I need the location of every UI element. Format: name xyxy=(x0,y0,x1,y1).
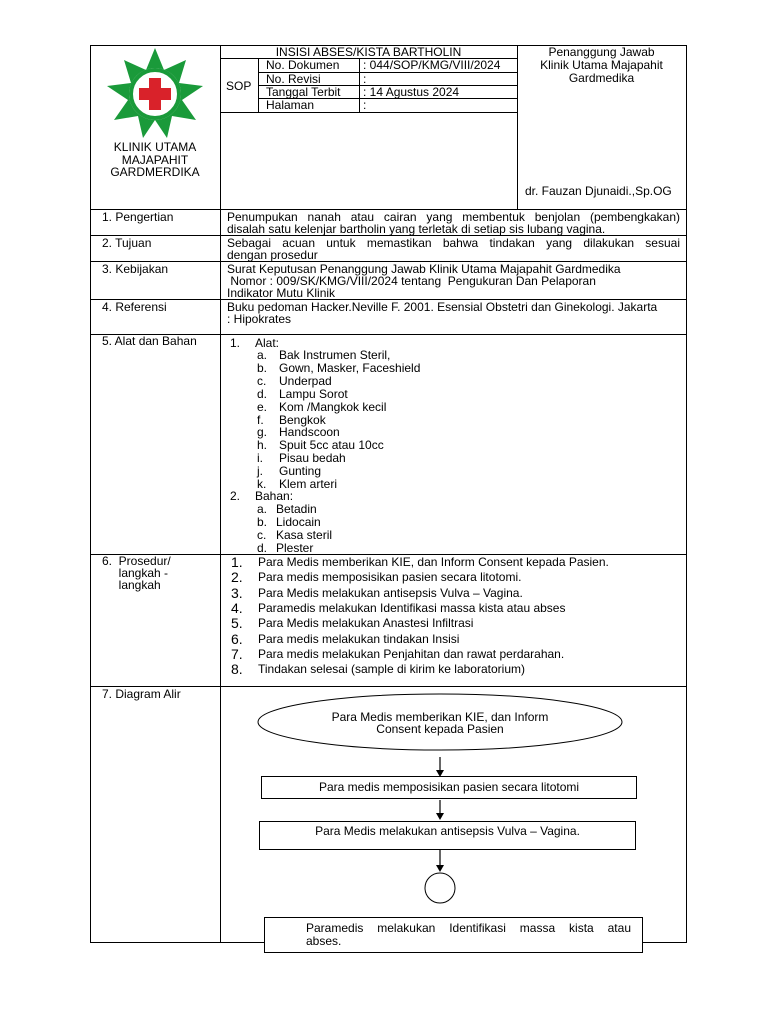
bahan-item-marker: b. xyxy=(257,514,268,529)
header-label-page: Halaman xyxy=(266,98,315,112)
procedure-step-text: Paramedis melakukan Identifikasi massa kista atau abses xyxy=(258,600,566,615)
label-prosedur-line-3: langkah xyxy=(102,578,161,592)
alat-item-text: Gown, Masker, Faceshield xyxy=(279,360,421,375)
alat-item-text: Lampu Sorot xyxy=(279,386,348,401)
procedure-step-text: Para Medis memberikan KIE, dan Inform Consent kepada Pasien. xyxy=(258,555,609,569)
alat-item-marker: h. xyxy=(257,438,268,453)
bahan-item-marker: d. xyxy=(257,540,268,555)
clinic-name-line-3: GARDMERDIKA xyxy=(110,165,200,179)
alat-item-text: Handscoon xyxy=(279,425,340,440)
alat-item-text: Klem arteri xyxy=(279,477,338,491)
alat-item-text: Spuit 5cc atau 10cc xyxy=(279,438,384,453)
bahan-title: Bahan: xyxy=(255,489,294,503)
header-value-doc-number: : 044/SOP/KMG/VIII/2024 xyxy=(363,58,501,72)
flow-step-4-line-1: Paramedis melakukan Identifikasi massa kista atau xyxy=(306,921,631,935)
label-alat-bahan: 5. Alat dan Bahan xyxy=(102,334,197,348)
procedure-step-text: Para Medis melakukan Anastesi Infiltrasi xyxy=(258,616,474,631)
responsible-line-1: Penanggung Jawab xyxy=(548,45,655,59)
document-title: INSISI ABSES/KISTA BARTHOLIN xyxy=(275,45,462,59)
procedure-step-number: 6. xyxy=(231,630,243,647)
flow-step-3-text: Para Medis melakukan antisepsis Vulva – Vagina. xyxy=(315,824,580,838)
procedure-step-text: Para medis melakukan tindakan Insisi xyxy=(258,631,460,646)
procedure-step-number: 7. xyxy=(231,645,243,662)
procedure-step-text: Para medis melakukan Penjahitan dan rawat perdarahan. xyxy=(258,646,565,661)
flow-connector-circle xyxy=(425,873,455,903)
responsible-line-3: Gardmedika xyxy=(568,71,635,85)
alat-item-marker: a. xyxy=(257,348,268,362)
clinic-logo xyxy=(100,48,210,140)
procedure-step-text: Para Medis melakukan antisepsis Vulva – Vagina. xyxy=(258,585,523,600)
label-tujuan: 2. Tujuan xyxy=(102,236,152,250)
alat-item-marker: e. xyxy=(257,399,268,414)
label-diagram-alir: 7. Diagram Alir xyxy=(102,687,181,701)
alat-number: 1. xyxy=(230,336,241,350)
flow-arrowhead-3 xyxy=(436,865,444,872)
procedure-step-number: 8. xyxy=(231,661,243,678)
header-value-issue-date: : 14 Agustus 2024 xyxy=(363,85,460,99)
flow-start-line-2: Consent kepada Pasien xyxy=(376,722,504,736)
header-value-revision: : xyxy=(363,72,367,86)
header-label-issue-date: Tanggal Terbit xyxy=(266,85,341,99)
alat-item-marker: k. xyxy=(257,477,267,491)
flow-step-2-box xyxy=(261,776,637,799)
alat-item-text: Kom /Mangkok kecil xyxy=(279,399,387,414)
alat-item-marker: j. xyxy=(257,464,263,479)
alat-item-text: Bengkok xyxy=(279,412,326,427)
kebijakan-line-3: Indikator Mutu Klinik xyxy=(227,286,336,300)
sop-label: SOP xyxy=(226,79,252,93)
referensi-line-1: Buku pedoman Hacker.Neville F. 2001. Esensial Obstetri dan Ginekologi. Jakarta xyxy=(227,300,658,314)
referensi-line-2: : Hipokrates xyxy=(227,312,292,326)
flow-start-line-1: Para Medis memberikan KIE, dan Inform xyxy=(331,710,549,724)
label-referensi: 4. Referensi xyxy=(102,300,167,314)
bahan-item-text: Lidocain xyxy=(276,514,321,529)
alat-item-text: Gunting xyxy=(279,464,322,479)
responsible-line-2: Klinik Utama Majapahit xyxy=(540,58,663,72)
alat-item-marker: d. xyxy=(257,386,268,401)
alat-title: Alat: xyxy=(255,336,280,350)
alat-item-marker: g. xyxy=(257,425,268,440)
header-label-revision: No. Revisi xyxy=(266,72,321,86)
clinic-name-line-2: MAJAPAHIT xyxy=(121,153,189,167)
alat-item-marker: b. xyxy=(257,360,268,375)
doctor-signature-name: dr. Fauzan Djunaidi.,Sp.OG xyxy=(525,184,672,198)
bahan-item-text: Plester xyxy=(276,540,314,555)
alat-item-text: Bak Instrumen Steril, xyxy=(279,348,391,362)
flow-step-4-line-2: abses. xyxy=(306,934,342,948)
alat-item-marker: i. xyxy=(257,451,263,466)
alat-item-text: Pisau bedah xyxy=(279,451,346,466)
label-kebijakan: 3. Kebijakan xyxy=(102,262,169,276)
flow-step-4-box xyxy=(264,917,643,953)
pengertian-line-2: disalah satu kelenjar bartholin yang terletak di setiap sis lubang vagina. xyxy=(227,222,606,236)
flow-arrowhead-2 xyxy=(436,813,444,820)
kebijakan-line-1: Surat Keputusan Penanggung Jawab Klinik Utama Majapahit Gardmedika xyxy=(227,262,621,276)
label-pengertian: 1. Pengertian xyxy=(102,210,174,224)
procedure-step-number: 1. xyxy=(231,554,243,570)
bahan-number: 2. xyxy=(230,489,241,503)
procedure-step-text: Tindakan selesai (sample di kirim ke laboratorium) xyxy=(258,662,525,677)
bahan-item-text: Betadin xyxy=(276,502,317,516)
kebijakan-line-2: Nomor : 009/SK/KMG/VIII/2024 tentang Pengukuran Dan Pelaporan xyxy=(227,274,596,288)
label-prosedur-line-1: 6. Prosedur/ xyxy=(102,554,171,568)
procedure-step-text: Para medis memposisikan pasien secara litotomi. xyxy=(258,570,522,585)
procedure-step-number: 3. xyxy=(231,584,243,601)
pengertian-line-1: Penumpukan nanah atau cairan yang membentuk benjolan (pembengkakan) xyxy=(227,210,680,224)
label-prosedur-line-2: langkah - xyxy=(102,566,169,580)
bahan-item-marker: a. xyxy=(257,502,268,516)
procedure-step-number: 2. xyxy=(231,569,243,586)
clinic-name-line-1: KLINIK UTAMA xyxy=(113,140,197,154)
procedure-step-number: 4. xyxy=(231,599,243,616)
alat-item-text: Underpad xyxy=(279,373,332,388)
bahan-item-marker: c. xyxy=(257,527,267,542)
header-label-doc-number: No. Dokumen xyxy=(266,58,340,72)
alat-item-marker: f. xyxy=(257,412,264,427)
tujuan-line-2: dengan prosedur xyxy=(227,248,318,262)
tujuan-line-1: Sebagai acuan untuk memastikan bahwa tindakan yang dilakukan sesuai xyxy=(227,236,680,250)
flow-step-2-text: Para medis memposisikan pasien secara litotomi xyxy=(318,780,580,794)
bahan-item-text: Kasa steril xyxy=(276,527,333,542)
header-value-page: : xyxy=(363,98,367,112)
procedure-step-number: 5. xyxy=(231,615,243,632)
alat-item-marker: c. xyxy=(257,373,267,388)
flow-step-3-box xyxy=(259,821,636,850)
